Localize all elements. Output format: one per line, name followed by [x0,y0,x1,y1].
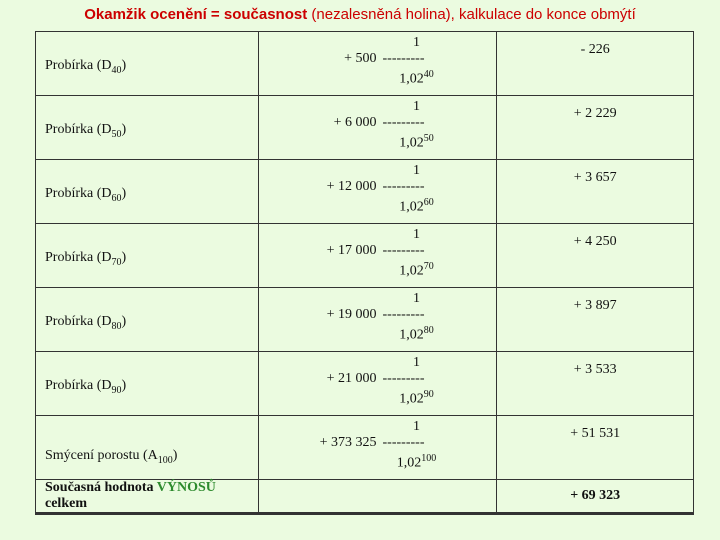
discounted-value: - 226 [497,32,694,96]
title-bold-part: Okamžik ocenění = současnost [84,6,308,23]
coefficient: + 500 [344,51,377,66]
fraction-denominator: 1,02$^{90}$ [399,389,434,407]
row-label: Probírka $(D_{50})$ [36,96,259,160]
fraction-bar: --------- [382,51,425,66]
table-row [36,160,694,224]
fraction-bar: --------- [382,115,425,130]
fraction-bar: --------- [382,371,425,386]
total-row [36,480,694,514]
fraction-numerator: 1 [413,163,421,178]
fraction-bar: --------- [382,435,425,450]
table-row [36,416,694,480]
discounted-value: + 3 897 [497,288,694,352]
fraction-denominator: 1,02$^{80}$ [399,325,434,343]
discount-formula [258,288,497,352]
fraction-denominator: 1,02$^{100}$ [396,453,437,471]
fraction-denominator: 1,02$^{40}$ [399,69,434,87]
discount-formula [258,96,497,160]
total-value: + 69 323 [497,480,694,514]
coefficient: + 21 000 [326,371,377,386]
fraction-denominator: 1,02$^{70}$ [399,261,434,279]
total-formula-empty [258,480,497,514]
row-label: Probírka $(D_{40})$ [36,32,259,96]
row-label: Probírka $(D_{90})$ [36,352,259,416]
discount-formula [258,32,497,96]
table-row [36,352,694,416]
row-label: Probírka $(D_{80})$ [36,288,259,352]
total-label: Současná hodnota VÝNOSŮ celkem [36,480,259,514]
coefficient: + 17 000 [326,243,377,258]
table-row [36,288,694,352]
slide-title [0,6,720,23]
fraction-bar: --------- [382,179,425,194]
title-rest: (nezalesněná holina), kalkulace do konce obmýtí [307,6,636,23]
discounted-value: + 3 657 [497,160,694,224]
fraction-denominator: 1,02$^{60}$ [399,197,434,215]
fraction-numerator: 1 [413,35,421,50]
discounted-value: + 51 531 [497,416,694,480]
row-label: Probírka $(D_{60})$ [36,160,259,224]
fraction-denominator: 1,02$^{50}$ [399,133,434,151]
fraction-numerator: 1 [413,99,421,114]
coefficient: + 19 000 [326,307,377,322]
discount-formula [258,224,497,288]
discounted-value: + 3 533 [497,352,694,416]
fraction-numerator: 1 [413,291,421,306]
table-row [36,224,694,288]
fraction-bar: --------- [382,307,425,322]
discounted-value: + 2 229 [497,96,694,160]
row-label: Probírka $(D_{70})$ [36,224,259,288]
row-label: Smýcení porostu $(A_{100})$ [36,416,259,480]
discounted-value: + 4 250 [497,224,694,288]
table-row [36,32,694,96]
coefficient: + 373 325 [319,435,377,450]
fraction-numerator: 1 [413,355,421,370]
discount-formula [258,160,497,224]
coefficient: + 6 000 [333,115,377,130]
fraction-numerator: 1 [413,227,421,242]
fraction-numerator: 1 [413,419,421,434]
valuation-table [35,31,694,515]
discount-formula [258,352,497,416]
fraction-bar: --------- [382,243,425,258]
discount-formula [258,416,497,480]
highlight-word: VÝNOSŮ [156,480,216,495]
table-row [36,96,694,160]
coefficient: + 12 000 [326,179,377,194]
